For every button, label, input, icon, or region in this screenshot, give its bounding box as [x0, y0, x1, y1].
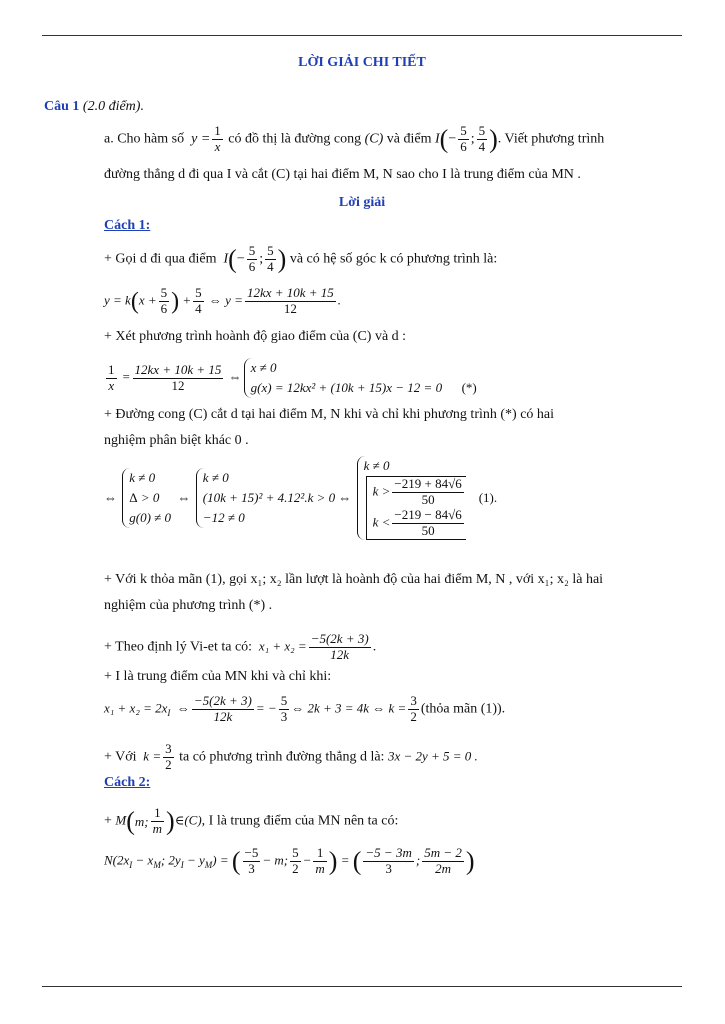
cond-system-1: k ≠ 0 Δ > 0 g(0) ≠ 0 — [122, 468, 171, 528]
line-equation-result: 3x − 2y + 5 = 0 . — [387, 748, 478, 764]
n-frac-3: $\frac{1}{m}$ — [315, 845, 325, 876]
m1-conditions: ⇔ k ≠ 0 Δ > 0 g(0) ≠ 0 ⇔ k ≠ 0 (10k + 15)² + 4.12².k > 0 −12 ≠ 0 ⇔ k ≠ 0 k > $\frac{-219 + 84√6}{50}$ k < $\frac{-219 - 84√6}{50}$ (1). — [104, 458, 498, 538]
m1-line11: + Với k = $\frac{3}{2}$ ta có phương trình đường thẳng d là: 3x − 2y + 5 = 0 . — [104, 741, 478, 772]
cond-bracket: k > $\frac{-219 + 84√6}{50}$ k < $\frac{-219 - 84√6}{50}$ — [366, 476, 466, 540]
m1-line5b: nghiệm phân biệt khác 0 . — [104, 433, 249, 448]
m2-point-fraction: $\frac{1}{m}$ — [152, 805, 163, 836]
eq-frac-b: $\frac{5}{4}$ — [195, 285, 202, 316]
solution-heading: Lời giải — [338, 195, 386, 210]
cond-system-3: k ≠ 0 k > $\frac{-219 + 84√6}{50}$ k < $\frac{-219 - 84√6}{50}$ — [357, 456, 466, 540]
n-frac-1: $\frac{-5}{3}$ — [244, 845, 259, 876]
n-frac-5: $\frac{5m - 2}{2m}$ — [424, 845, 462, 876]
mid-frac-2: $\frac{5}{3}$ — [280, 693, 288, 724]
part-a-and-point: và điểm — [386, 131, 432, 147]
eq-rhs: $\frac{12kx + 10k + 15}{12}$ — [134, 361, 222, 393]
eq-frac-a: $\frac{5}{6}$ — [160, 285, 168, 316]
vieta-fraction: $\frac{-5(2k + 3)}{12k}$ — [310, 631, 369, 662]
m1-line7a: + Với k thỏa mãn (1), gọi x₁; x₂ lần lượt là hoành độ của hai điểm M, N , với x₁; x₂ là hai — [104, 572, 604, 587]
method1-heading: Cách 1: — [104, 218, 151, 233]
m1-vieta-text: + Theo định lý Vi-et ta có: — [104, 639, 253, 655]
m1-intersection-equation: $\frac{1}{x}$ = $\frac{12kx + 10k + 15}{12}$ ⇔ x ≠ 0 g(x) = 12kx² + (10k + 15)x − 12 = 0 (*) — [104, 358, 477, 398]
system-star: x ≠ 0 g(x) = 12kx² + (10k + 15)x − 12 = 0 (*) — [244, 358, 477, 398]
eq-one-over-x: $\frac{1}{x}$ — [108, 361, 115, 393]
m1-line1-post: và có hệ số góc k có phương trình là: — [289, 251, 498, 267]
m1-midpoint-equation: $x_1 + x_2 = 2x_I$ ⇔ $\frac{-5(2k + 3)}{12k}$ = − $\frac{5}{3}$ ⇔ 2k + 3 = 4k ⇔ k = $\frac{3}{2}$ (thỏa mãn (1)). — [104, 693, 506, 724]
part-a-line1: a. Cho hàm số y = $\frac{1}{x}$ có đồ thị là đường cong (C) và điểm I(− $\frac{5}{6}$ ; $\frac{5}{4}$ ). Viết phương trình — [104, 123, 605, 154]
n-frac-2: $\frac{5}{2}$ — [292, 845, 299, 876]
m1-line5a: + Đường cong (C) cắt d tại hai điểm M, N khi và chỉ khi phương trình (*) có hai — [104, 407, 555, 422]
top-rule — [42, 35, 682, 36]
m1-line7b: nghiệm của phương trình (*) . — [104, 598, 273, 613]
part-a-intro: a. Cho hàm số — [104, 131, 185, 147]
cond-system-2: k ≠ 0 (10k + 15)² + 4.12².k > 0 −12 ≠ 0 — [196, 468, 335, 528]
point-x-fraction: $\frac{5}{6}$ — [460, 123, 467, 154]
eq-frac-c: $\frac{12kx + 10k + 15}{12}$ — [246, 285, 334, 316]
function-fraction: $\frac{1}{x}$ — [214, 123, 221, 154]
m1-satisfies-note: (thỏa mãn (1)). — [420, 701, 506, 717]
m1-line8: + Theo định lý Vi-et ta có: x₁ + x₂ = $\frac{-5(2k + 3)}{12k}$ . — [104, 631, 377, 662]
m1-line1: + Gọi d đi qua điểm I(− $\frac{5}{6}$ ; $\frac{5}{4}$ ) và có hệ số góc k có phương trình là: — [104, 243, 498, 274]
m1-point-x: $\frac{5}{6}$ — [248, 243, 256, 274]
mid-frac-1: $\frac{-5(2k + 3)}{12k}$ — [193, 693, 252, 724]
page-title: LỜI GIẢI CHI TIẾT — [298, 55, 426, 70]
m1-line1-pre: + Gọi d đi qua điểm — [104, 251, 217, 267]
method2-heading: Cách 2: — [104, 775, 151, 790]
mid-frac-3: $\frac{3}{2}$ — [410, 693, 417, 724]
n-frac-4: $\frac{-5 - 3m}{3}$ — [365, 845, 412, 876]
m1-line11-mid: ta có phương trình đường thẳng d là: — [179, 749, 385, 765]
m2-line1: + M(m; $\frac{1}{m}$ )∈(C), I là trung điểm của MN nên ta có: — [104, 805, 399, 836]
m1-line11-pre: + Với — [104, 749, 137, 765]
point-y-fraction: $\frac{5}{4}$ — [478, 123, 486, 154]
question-points: (2.0 điểm). — [82, 99, 144, 114]
m1-point-y: $\frac{5}{4}$ — [267, 243, 274, 274]
part-a-line2: đường thẳng d đi qua I và cắt (C) tại hai điểm M, N sao cho I là trung điểm của MN . — [104, 167, 581, 182]
part-a-curve-text: có đồ thị là đường cong — [228, 131, 362, 147]
m1-line3: + Xét phương trình hoành độ giao điểm của (C) và d : — [104, 329, 407, 344]
question-label-line — [44, 100, 144, 114]
k-value-fraction: $\frac{3}{2}$ — [165, 741, 172, 772]
bottom-rule — [42, 986, 682, 987]
question-label: Câu 1 — [44, 99, 80, 114]
m2-line1-post: , I là trung điểm của MN nên ta có: — [201, 813, 399, 829]
m1-line-equation: y = k(x + $\frac{5}{6}$ ) + $\frac{5}{4}$ ⇔ y = $\frac{12kx + 10k + 15}{12}$ . — [104, 285, 342, 316]
m2-point-n: $N(2x_I - x_M$; $2y_I - y_M$) = ( $\frac{-5}{3}$ − m; $\frac{5}{2}$ − $\frac{1}{m}$ ) = ( $\frac{-5 - 3m}{3}$ ; $\frac{5m - 2}{2m}$ ) — [104, 845, 475, 876]
m1-line9: + I là trung điểm của MN khi và chỉ khi: — [104, 669, 332, 684]
part-a-task: . Viết phương trình — [497, 131, 605, 147]
